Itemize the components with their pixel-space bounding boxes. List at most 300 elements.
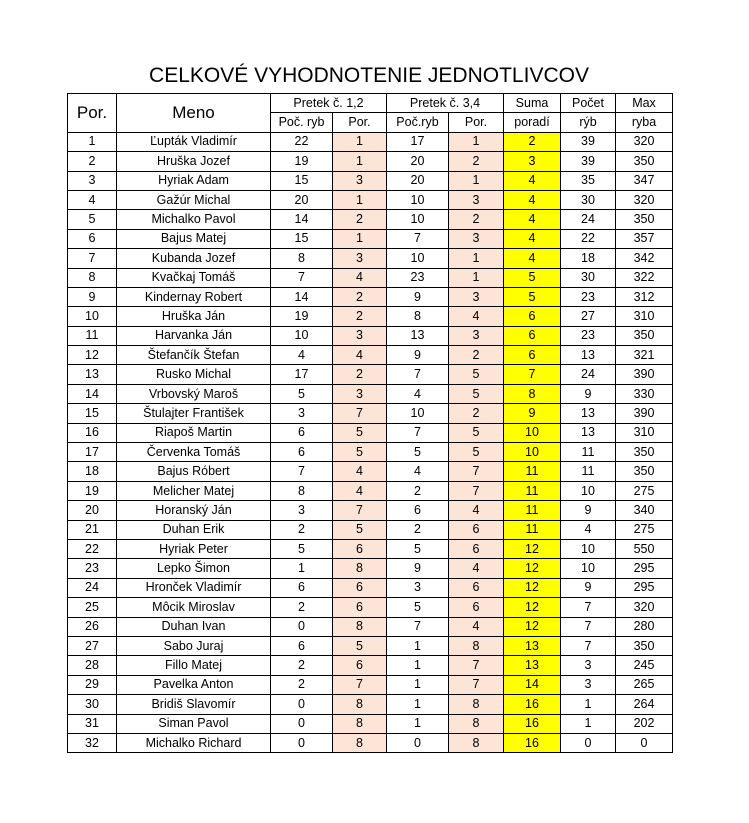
- cell-poc-ryb-2: 9: [387, 346, 449, 365]
- cell-rank: 12: [68, 346, 117, 365]
- cell-max: 550: [616, 539, 673, 558]
- cell-poc-ryb-2: 1: [387, 675, 449, 694]
- cell-rank: 30: [68, 695, 117, 714]
- cell-pocet: 18: [561, 249, 616, 268]
- cell-por-1: 2: [333, 210, 387, 229]
- cell-suma: 13: [504, 656, 561, 675]
- cell-por-2: 4: [449, 501, 504, 520]
- cell-suma: 11: [504, 520, 561, 539]
- cell-rank: 31: [68, 714, 117, 733]
- cell-suma: 8: [504, 384, 561, 403]
- table-row: [68, 520, 673, 539]
- cell-por-2: 8: [449, 636, 504, 655]
- cell-poc-ryb-2: 13: [387, 326, 449, 345]
- cell-pocet: 3: [561, 675, 616, 694]
- cell-poc-ryb-2: 10: [387, 190, 449, 209]
- cell-poc-ryb-1: 19: [271, 152, 333, 171]
- cell-max: 350: [616, 443, 673, 462]
- cell-por-1: 8: [333, 733, 387, 752]
- cell-suma: 4: [504, 229, 561, 248]
- cell-pocet: 24: [561, 210, 616, 229]
- cell-por-1: 5: [333, 423, 387, 442]
- cell-max: 320: [616, 190, 673, 209]
- cell-por-1: 6: [333, 578, 387, 597]
- cell-por-1: 2: [333, 307, 387, 326]
- cell-name: Hyriak Peter: [117, 539, 271, 558]
- cell-pocet: 10: [561, 539, 616, 558]
- cell-poc-ryb-2: 7: [387, 423, 449, 442]
- cell-rank: 6: [68, 229, 117, 248]
- cell-max: 295: [616, 559, 673, 578]
- table-row: [68, 695, 673, 714]
- cell-pocet: 3: [561, 656, 616, 675]
- cell-por-1: 4: [333, 481, 387, 500]
- cell-pocet: 39: [561, 152, 616, 171]
- cell-suma: 16: [504, 695, 561, 714]
- cell-pocet: 4: [561, 520, 616, 539]
- header-pocet: Počet: [561, 94, 616, 113]
- cell-poc-ryb-1: 7: [271, 268, 333, 287]
- table-row: [68, 656, 673, 675]
- header-pretek-2: Pretek č. 3,4: [387, 94, 504, 113]
- cell-por-1: 1: [333, 229, 387, 248]
- cell-poc-ryb-2: 23: [387, 268, 449, 287]
- cell-suma: 6: [504, 307, 561, 326]
- table-row: [68, 307, 673, 326]
- cell-rank: 32: [68, 733, 117, 752]
- cell-max: 347: [616, 171, 673, 190]
- cell-pocet: 9: [561, 578, 616, 597]
- cell-poc-ryb-2: 10: [387, 404, 449, 423]
- cell-suma: 5: [504, 268, 561, 287]
- cell-por-2: 4: [449, 559, 504, 578]
- cell-pocet: 11: [561, 462, 616, 481]
- cell-por-2: 1: [449, 171, 504, 190]
- cell-name: Môcik Miroslav: [117, 598, 271, 617]
- table-row: [68, 365, 673, 384]
- cell-max: 245: [616, 656, 673, 675]
- cell-poc-ryb-2: 2: [387, 481, 449, 500]
- cell-rank: 24: [68, 578, 117, 597]
- cell-poc-ryb-2: 7: [387, 229, 449, 248]
- cell-por-2: 2: [449, 346, 504, 365]
- cell-poc-ryb-2: 4: [387, 462, 449, 481]
- cell-poc-ryb-1: 1: [271, 559, 333, 578]
- cell-por-2: 2: [449, 404, 504, 423]
- header-por: Por.: [68, 94, 117, 133]
- cell-poc-ryb-1: 6: [271, 423, 333, 442]
- cell-poc-ryb-1: 19: [271, 307, 333, 326]
- cell-poc-ryb-1: 17: [271, 365, 333, 384]
- header-ryb: rýb: [561, 113, 616, 132]
- table-row: [68, 481, 673, 500]
- cell-rank: 14: [68, 384, 117, 403]
- cell-pocet: 13: [561, 423, 616, 442]
- table-row: [68, 675, 673, 694]
- cell-pocet: 23: [561, 326, 616, 345]
- cell-poc-ryb-1: 4: [271, 346, 333, 365]
- cell-name: Pavelka Anton: [117, 675, 271, 694]
- cell-por-1: 3: [333, 249, 387, 268]
- cell-suma: 4: [504, 171, 561, 190]
- cell-name: Michalko Pavol: [117, 210, 271, 229]
- cell-poc-ryb-2: 1: [387, 636, 449, 655]
- header-suma: Suma: [504, 94, 561, 113]
- cell-rank: 1: [68, 132, 117, 151]
- cell-poc-ryb-1: 8: [271, 481, 333, 500]
- table-row: [68, 501, 673, 520]
- header-poc-ryb-1: Poč. ryb: [271, 113, 333, 132]
- cell-suma: 12: [504, 598, 561, 617]
- cell-pocet: 23: [561, 287, 616, 306]
- cell-suma: 11: [504, 501, 561, 520]
- cell-name: Bajus Matej: [117, 229, 271, 248]
- cell-rank: 13: [68, 365, 117, 384]
- cell-poc-ryb-1: 3: [271, 404, 333, 423]
- cell-name: Hyriak Adam: [117, 171, 271, 190]
- table-row: [68, 171, 673, 190]
- cell-poc-ryb-1: 6: [271, 443, 333, 462]
- cell-suma: 16: [504, 733, 561, 752]
- cell-suma: 2: [504, 132, 561, 151]
- cell-suma: 12: [504, 539, 561, 558]
- cell-poc-ryb-2: 1: [387, 656, 449, 675]
- cell-poc-ryb-1: 15: [271, 229, 333, 248]
- cell-pocet: 7: [561, 636, 616, 655]
- table-row: [68, 152, 673, 171]
- cell-poc-ryb-1: 0: [271, 695, 333, 714]
- cell-poc-ryb-1: 5: [271, 384, 333, 403]
- cell-poc-ryb-1: 2: [271, 598, 333, 617]
- cell-suma: 6: [504, 346, 561, 365]
- cell-max: 322: [616, 268, 673, 287]
- cell-por-2: 4: [449, 617, 504, 636]
- cell-max: 320: [616, 598, 673, 617]
- cell-name: Siman Pavol: [117, 714, 271, 733]
- header-max: Max: [616, 94, 673, 113]
- cell-max: 202: [616, 714, 673, 733]
- cell-suma: 10: [504, 443, 561, 462]
- table-row: [68, 210, 673, 229]
- cell-por-1: 1: [333, 190, 387, 209]
- cell-name: Červenka Tomáš: [117, 443, 271, 462]
- cell-poc-ryb-1: 20: [271, 190, 333, 209]
- cell-por-1: 2: [333, 287, 387, 306]
- table-row: [68, 249, 673, 268]
- table-header: [68, 94, 673, 133]
- cell-max: 0: [616, 733, 673, 752]
- table-row: [68, 268, 673, 287]
- cell-rank: 20: [68, 501, 117, 520]
- cell-por-1: 8: [333, 714, 387, 733]
- cell-por-2: 5: [449, 365, 504, 384]
- cell-max: 265: [616, 675, 673, 694]
- cell-poc-ryb-1: 14: [271, 287, 333, 306]
- cell-rank: 7: [68, 249, 117, 268]
- cell-rank: 21: [68, 520, 117, 539]
- cell-rank: 16: [68, 423, 117, 442]
- cell-rank: 9: [68, 287, 117, 306]
- cell-max: 350: [616, 210, 673, 229]
- cell-name: Michalko Richard: [117, 733, 271, 752]
- page-title: CELKOVÉ VYHODNOTENIE JEDNOTLIVCOV: [149, 64, 589, 87]
- cell-poc-ryb-1: 2: [271, 656, 333, 675]
- cell-poc-ryb-2: 20: [387, 171, 449, 190]
- cell-por-1: 4: [333, 346, 387, 365]
- cell-name: Hronček Vladimír: [117, 578, 271, 597]
- cell-por-2: 5: [449, 384, 504, 403]
- cell-poc-ryb-1: 14: [271, 210, 333, 229]
- cell-por-2: 7: [449, 462, 504, 481]
- table-row: [68, 287, 673, 306]
- cell-poc-ryb-2: 1: [387, 714, 449, 733]
- cell-max: 264: [616, 695, 673, 714]
- cell-rank: 8: [68, 268, 117, 287]
- cell-poc-ryb-2: 4: [387, 384, 449, 403]
- cell-rank: 15: [68, 404, 117, 423]
- table-row: [68, 714, 673, 733]
- cell-poc-ryb-2: 5: [387, 443, 449, 462]
- cell-rank: 22: [68, 539, 117, 558]
- cell-suma: 14: [504, 675, 561, 694]
- cell-por-2: 1: [449, 249, 504, 268]
- cell-rank: 19: [68, 481, 117, 500]
- cell-pocet: 1: [561, 714, 616, 733]
- table-row: [68, 636, 673, 655]
- cell-name: Hruška Ján: [117, 307, 271, 326]
- cell-por-1: 6: [333, 656, 387, 675]
- cell-pocet: 9: [561, 501, 616, 520]
- cell-suma: 3: [504, 152, 561, 171]
- table-row: [68, 229, 673, 248]
- cell-poc-ryb-2: 9: [387, 559, 449, 578]
- cell-name: Bridiš Slavomír: [117, 695, 271, 714]
- cell-name: Fillo Matej: [117, 656, 271, 675]
- cell-poc-ryb-2: 7: [387, 617, 449, 636]
- cell-suma: 13: [504, 636, 561, 655]
- header-meno: Meno: [117, 94, 271, 133]
- cell-max: 280: [616, 617, 673, 636]
- cell-poc-ryb-1: 22: [271, 132, 333, 151]
- cell-suma: 16: [504, 714, 561, 733]
- cell-pocet: 13: [561, 346, 616, 365]
- header-por-2: Por.: [449, 113, 504, 132]
- cell-max: 357: [616, 229, 673, 248]
- cell-por-1: 7: [333, 501, 387, 520]
- cell-por-1: 5: [333, 636, 387, 655]
- cell-por-1: 1: [333, 152, 387, 171]
- cell-poc-ryb-1: 0: [271, 617, 333, 636]
- cell-por-2: 2: [449, 152, 504, 171]
- cell-por-2: 3: [449, 326, 504, 345]
- cell-name: Riapoš Martin: [117, 423, 271, 442]
- results-table: [67, 93, 673, 753]
- cell-por-2: 2: [449, 210, 504, 229]
- cell-suma: 10: [504, 423, 561, 442]
- cell-poc-ryb-2: 8: [387, 307, 449, 326]
- cell-rank: 28: [68, 656, 117, 675]
- cell-por-1: 2: [333, 365, 387, 384]
- cell-pocet: 10: [561, 559, 616, 578]
- cell-name: Harvanka Ján: [117, 326, 271, 345]
- cell-name: Kubanda Jozef: [117, 249, 271, 268]
- cell-por-1: 7: [333, 675, 387, 694]
- cell-pocet: 9: [561, 384, 616, 403]
- table-row: [68, 733, 673, 752]
- cell-name: Sabo Juraj: [117, 636, 271, 655]
- table-row: [68, 423, 673, 442]
- cell-poc-ryb-2: 0: [387, 733, 449, 752]
- cell-max: 350: [616, 462, 673, 481]
- cell-max: 320: [616, 132, 673, 151]
- cell-por-1: 3: [333, 384, 387, 403]
- cell-pocet: 0: [561, 733, 616, 752]
- header-pretek-1: Pretek č. 1,2: [271, 94, 387, 113]
- cell-suma: 12: [504, 578, 561, 597]
- cell-por-2: 3: [449, 229, 504, 248]
- cell-max: 321: [616, 346, 673, 365]
- header-poradi: poradí: [504, 113, 561, 132]
- cell-rank: 2: [68, 152, 117, 171]
- cell-poc-ryb-2: 7: [387, 365, 449, 384]
- cell-rank: 26: [68, 617, 117, 636]
- cell-pocet: 24: [561, 365, 616, 384]
- cell-max: 350: [616, 326, 673, 345]
- cell-pocet: 13: [561, 404, 616, 423]
- cell-name: Horanský Ján: [117, 501, 271, 520]
- cell-pocet: 1: [561, 695, 616, 714]
- cell-rank: 10: [68, 307, 117, 326]
- cell-poc-ryb-1: 0: [271, 733, 333, 752]
- table-row: [68, 443, 673, 462]
- cell-suma: 5: [504, 287, 561, 306]
- header-por-1: Por.: [333, 113, 387, 132]
- table-row: [68, 539, 673, 558]
- cell-suma: 12: [504, 559, 561, 578]
- cell-por-1: 7: [333, 404, 387, 423]
- cell-poc-ryb-1: 2: [271, 520, 333, 539]
- cell-poc-ryb-1: 15: [271, 171, 333, 190]
- cell-poc-ryb-1: 2: [271, 675, 333, 694]
- cell-poc-ryb-1: 5: [271, 539, 333, 558]
- cell-rank: 18: [68, 462, 117, 481]
- cell-poc-ryb-2: 10: [387, 249, 449, 268]
- cell-poc-ryb-1: 3: [271, 501, 333, 520]
- cell-suma: 4: [504, 210, 561, 229]
- cell-por-2: 8: [449, 733, 504, 752]
- cell-poc-ryb-1: 6: [271, 578, 333, 597]
- cell-rank: 4: [68, 190, 117, 209]
- cell-por-2: 6: [449, 578, 504, 597]
- cell-poc-ryb-2: 10: [387, 210, 449, 229]
- cell-por-1: 8: [333, 559, 387, 578]
- cell-name: Melicher Matej: [117, 481, 271, 500]
- header-ryba: ryba: [616, 113, 673, 132]
- cell-pocet: 30: [561, 268, 616, 287]
- table-body: [68, 132, 673, 753]
- cell-poc-ryb-1: 8: [271, 249, 333, 268]
- cell-poc-ryb-2: 5: [387, 539, 449, 558]
- table-row: [68, 559, 673, 578]
- cell-pocet: 7: [561, 598, 616, 617]
- cell-name: Rusko Michal: [117, 365, 271, 384]
- cell-suma: 4: [504, 249, 561, 268]
- table-row: [68, 190, 673, 209]
- table-row: [68, 384, 673, 403]
- cell-pocet: 27: [561, 307, 616, 326]
- cell-suma: 12: [504, 617, 561, 636]
- cell-por-1: 1: [333, 132, 387, 151]
- cell-poc-ryb-2: 17: [387, 132, 449, 151]
- cell-por-2: 8: [449, 695, 504, 714]
- cell-por-1: 6: [333, 539, 387, 558]
- cell-pocet: 11: [561, 443, 616, 462]
- cell-por-2: 6: [449, 598, 504, 617]
- table-row: [68, 404, 673, 423]
- cell-por-2: 8: [449, 714, 504, 733]
- cell-name: Kindernay Robert: [117, 287, 271, 306]
- table-row: [68, 326, 673, 345]
- cell-max: 310: [616, 423, 673, 442]
- cell-max: 350: [616, 636, 673, 655]
- table-row: [68, 617, 673, 636]
- cell-suma: 11: [504, 462, 561, 481]
- cell-pocet: 10: [561, 481, 616, 500]
- cell-name: Ľupták Vladimír: [117, 132, 271, 151]
- cell-por-2: 3: [449, 190, 504, 209]
- cell-max: 390: [616, 365, 673, 384]
- cell-por-2: 1: [449, 268, 504, 287]
- cell-poc-ryb-2: 9: [387, 287, 449, 306]
- cell-por-2: 6: [449, 539, 504, 558]
- cell-name: Bajus Róbert: [117, 462, 271, 481]
- cell-poc-ryb-1: 10: [271, 326, 333, 345]
- cell-por-1: 5: [333, 520, 387, 539]
- cell-por-1: 3: [333, 326, 387, 345]
- cell-max: 342: [616, 249, 673, 268]
- cell-poc-ryb-1: 0: [271, 714, 333, 733]
- cell-max: 390: [616, 404, 673, 423]
- cell-por-2: 1: [449, 132, 504, 151]
- cell-max: 330: [616, 384, 673, 403]
- cell-poc-ryb-2: 1: [387, 695, 449, 714]
- cell-por-2: 6: [449, 520, 504, 539]
- cell-poc-ryb-1: 6: [271, 636, 333, 655]
- cell-por-1: 8: [333, 695, 387, 714]
- cell-rank: 5: [68, 210, 117, 229]
- cell-pocet: 39: [561, 132, 616, 151]
- cell-name: Štefančík Štefan: [117, 346, 271, 365]
- cell-max: 275: [616, 520, 673, 539]
- cell-pocet: 7: [561, 617, 616, 636]
- cell-por-1: 3: [333, 171, 387, 190]
- cell-rank: 29: [68, 675, 117, 694]
- cell-pocet: 30: [561, 190, 616, 209]
- cell-suma: 7: [504, 365, 561, 384]
- cell-por-2: 7: [449, 656, 504, 675]
- cell-por-2: 5: [449, 423, 504, 442]
- cell-por-1: 4: [333, 268, 387, 287]
- cell-name: Duhan Erik: [117, 520, 271, 539]
- cell-por-2: 5: [449, 443, 504, 462]
- cell-por-1: 6: [333, 598, 387, 617]
- cell-suma: 11: [504, 481, 561, 500]
- cell-pocet: 22: [561, 229, 616, 248]
- cell-por-1: 5: [333, 443, 387, 462]
- cell-suma: 4: [504, 190, 561, 209]
- cell-rank: 23: [68, 559, 117, 578]
- table-row: [68, 132, 673, 151]
